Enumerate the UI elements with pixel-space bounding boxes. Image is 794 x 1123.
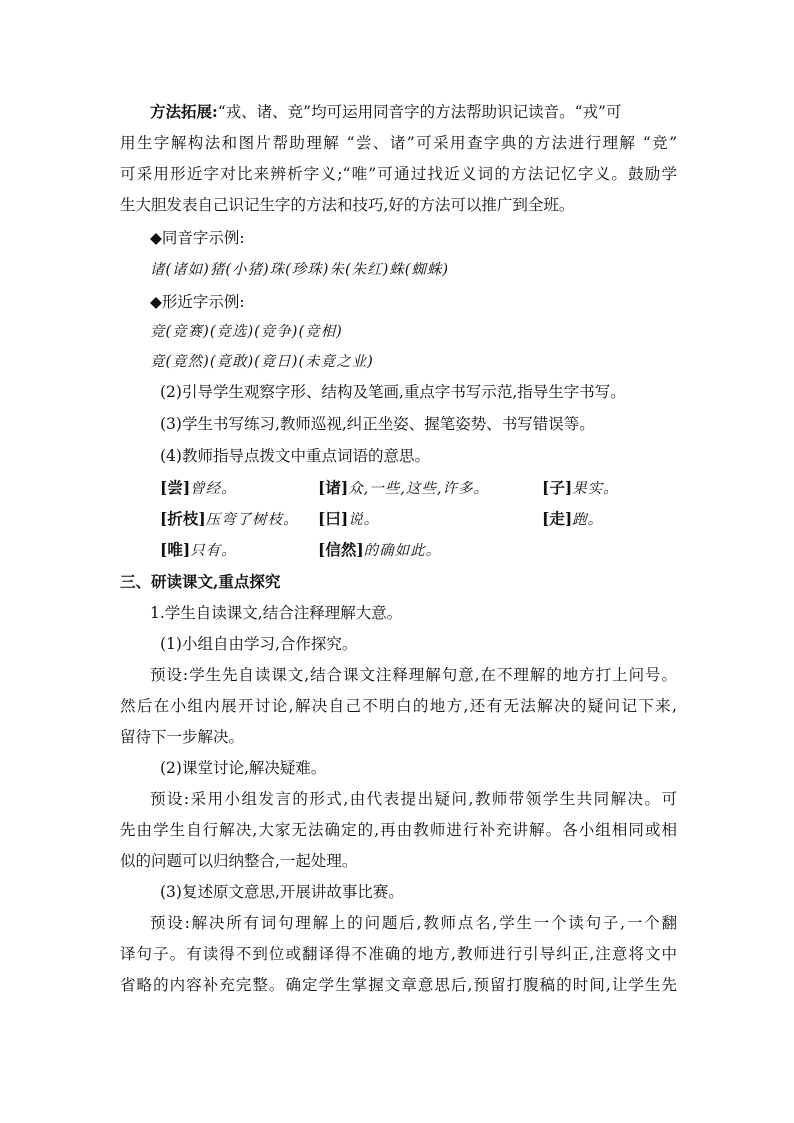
method-line-4: 生大胆发表自己识记生字的方法和技巧,好的方法可以推广到全班。	[120, 196, 575, 214]
glossary-term: [折枝]	[160, 509, 206, 528]
method-line-3: 可采用形近字对比来辨析字义;“唯”可通过找近义词的方法记忆字义。鼓励学	[120, 165, 677, 183]
section-3-item-1: 1.学生自读课文,结合注释理解大意。	[150, 604, 403, 622]
glossary-definition: 果实。	[572, 481, 619, 497]
glossary-definition: 的确如此。	[363, 543, 442, 559]
glossary-entry	[318, 540, 441, 561]
glossary-definition: 说。	[348, 512, 380, 528]
glossary-definition: 压弯了树枝。	[205, 512, 299, 528]
glossary-term: [尝]	[160, 478, 191, 497]
glossary-entry	[160, 478, 237, 499]
glossary-term: [唯]	[160, 540, 191, 559]
method-line-1	[150, 102, 677, 122]
glossary-entry	[542, 509, 603, 530]
section-3-sub-2: (2)课堂讨论,解决疑难。	[160, 759, 327, 777]
glossary-term: [诸]	[318, 478, 349, 497]
section-3-heading: 三、研读课文,重点探究	[120, 572, 281, 591]
paragraph-2-line-2: 先由学生自行解决,大家无法确定的,再由教师进行补充讲解。各小组相同或相	[120, 821, 677, 839]
method-line-1-text: “戎、诸、竞”均可运用同音字的方法帮助识记读音。“戎”可	[217, 103, 622, 121]
section-3-sub-1: (1)小组自由学习,合作探究。	[160, 635, 358, 653]
step-4: (4)教师指导点拨文中重点词语的意思。	[160, 447, 430, 465]
similar-row-2: 竟(竟然)(竟敢)(竟日)(未竟之业)	[150, 354, 374, 370]
step-3: (3)学生书写练习,教师巡视,纠正坐姿、握笔姿势、书写错误等。	[160, 415, 595, 433]
paragraph-1-line-3: 留待下一步解决。	[120, 728, 245, 746]
glossary-definition: 曾经。	[190, 481, 237, 497]
paragraph-2-line-1: 预设:采用小组发言的形式,由代表提出疑问,教师带领学生共同解决。可	[150, 790, 677, 808]
similar-row-1: 竞(竞赛)(竞选)(竞争)(竞相)	[150, 324, 343, 340]
step-2: (2)引导学生观察字形、结构及笔画,重点字书写示范,指导生字书写。	[160, 383, 626, 401]
paragraph-3-line-2: 译句子。有读得不到位或翻译得不准确的地方,教师进行引导纠正,注意将文中	[120, 945, 677, 963]
glossary-definition: 众,一些,这些,许多。	[348, 481, 489, 497]
glossary-term: [曰]	[318, 509, 349, 528]
glossary-term: [子]	[542, 478, 573, 497]
glossary-definition: 只有。	[190, 543, 237, 559]
method-line-2: 用生字解构法和图片帮助理解 “尝、诸”可采用查字典的方法进行理解 “竞”	[120, 134, 677, 152]
paragraph-1-line-2: 然后在小组内展开讨论,解决自己不明白的地方,还有无法解决的疑问记下来,	[120, 697, 677, 715]
paragraph-1-line-1: 预设:学生先自读课文,结合课文注释理解句意,在不理解的地方打上问号。	[150, 666, 677, 684]
similar-label: ◆形近字示例:	[150, 293, 245, 311]
paragraph-3-line-1: 预设:解决所有词句理解上的问题后,教师点名,学生一个读句子,一个翻	[150, 914, 677, 932]
glossary-entry	[318, 478, 489, 499]
glossary-term: [信然]	[318, 540, 364, 559]
glossary-definition: 跑。	[572, 512, 604, 528]
glossary-entry	[542, 478, 619, 499]
paragraph-2-line-3: 似的问题可以归纳整合,一起处理。	[120, 852, 358, 870]
glossary-entry	[160, 540, 237, 561]
paragraph-3-line-3: 省略的内容补充完整。确定学生掌握文章意思后,预留打腹稿的时间,让学生先	[120, 976, 677, 994]
glossary-entry	[160, 509, 299, 530]
homophone-label: ◆同音字示例:	[150, 229, 245, 247]
glossary-entry	[318, 509, 379, 530]
glossary-term: [走]	[542, 509, 573, 528]
section-3-sub-3: (3)复述原文意思,开展讲故事比赛。	[160, 883, 404, 901]
method-heading: 方法拓展:	[150, 102, 218, 121]
homophone-examples: 诸(诸如)猪(小猪)珠(珍珠)朱(朱红)蛛(蜘蛛)	[150, 262, 450, 278]
